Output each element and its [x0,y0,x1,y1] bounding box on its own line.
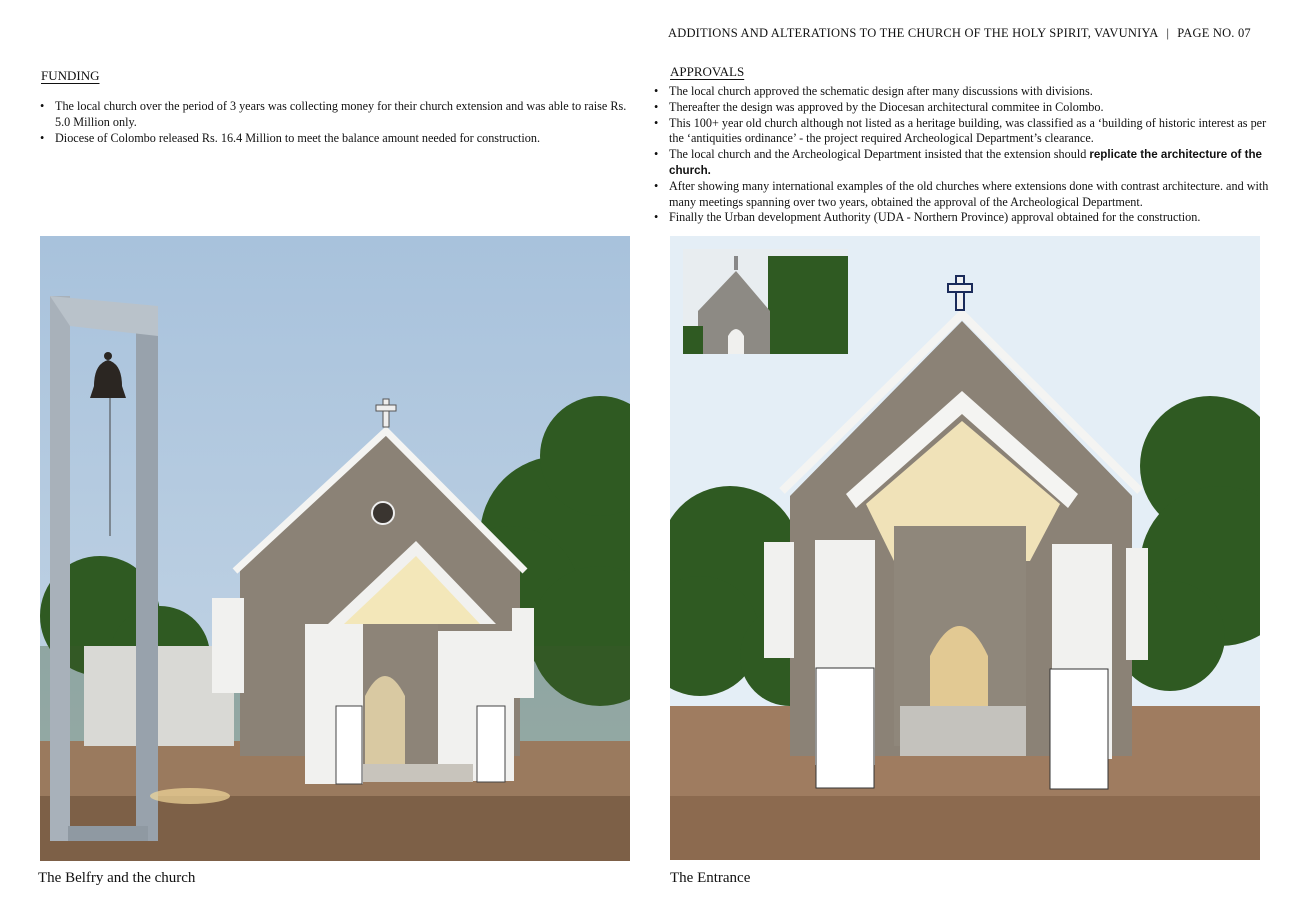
list-item: • Diocese of Colombo released Rs. 16.4 Million to meet the balance amount needed for construction. [40,131,630,147]
page-number: PAGE NO. 07 [1177,26,1251,40]
belfry-church-illustration [40,236,630,861]
entrance-illustration [670,236,1260,860]
list-item: • After showing many international examples of the old churches where extensions done with contrast architecture. and with many meetings spanning over two years, obtained the approval of the Archeological Department. [654,179,1274,211]
right-photo-caption: The Entrance [670,870,751,886]
list-item [654,147,1274,179]
list-item: • Thereafter the design was approved by the Diocesan architectural commitee in Colombo. [654,100,1274,116]
entrance-photo [670,236,1260,860]
emphasis-text: replicate the architecture of the church. [669,148,1263,177]
old-church-inset-photo [683,249,848,354]
approvals-list [654,84,1274,226]
approvals-heading: APPROVALS [670,64,745,79]
list-item-text: The local church and the Archeological Department insisted that the extension should [669,147,1090,162]
project-title: ADDITIONS AND ALTERATIONS TO THE CHURCH OF THE HOLY SPIRIT, VAVUNIYA [668,26,1159,40]
header-separator: | [1166,26,1170,40]
list-item: • The local church approved the schematic design after many discussions with divisions. [654,84,1274,100]
left-photo-caption: The Belfry and the church [38,870,196,886]
funding-heading: FUNDING [41,68,100,83]
list-item: • Finally the Urban development Authority (UDA - Northern Province) approval obtained for the construction. [654,210,1274,226]
list-item: • The local church over the period of 3 years was collecting money for their church extension and was able to raise Rs. 5.0 Million only. [40,99,630,131]
page-header [668,26,1251,41]
funding-list [40,99,630,146]
belfry-church-photo [40,236,630,861]
list-item: • This 100+ year old church although not listed as a heritage building, was classified as a ‘building of historic interest as per the ‘antiquities ordinance’ - the project required Archeological Department’s clearance. [654,116,1274,148]
